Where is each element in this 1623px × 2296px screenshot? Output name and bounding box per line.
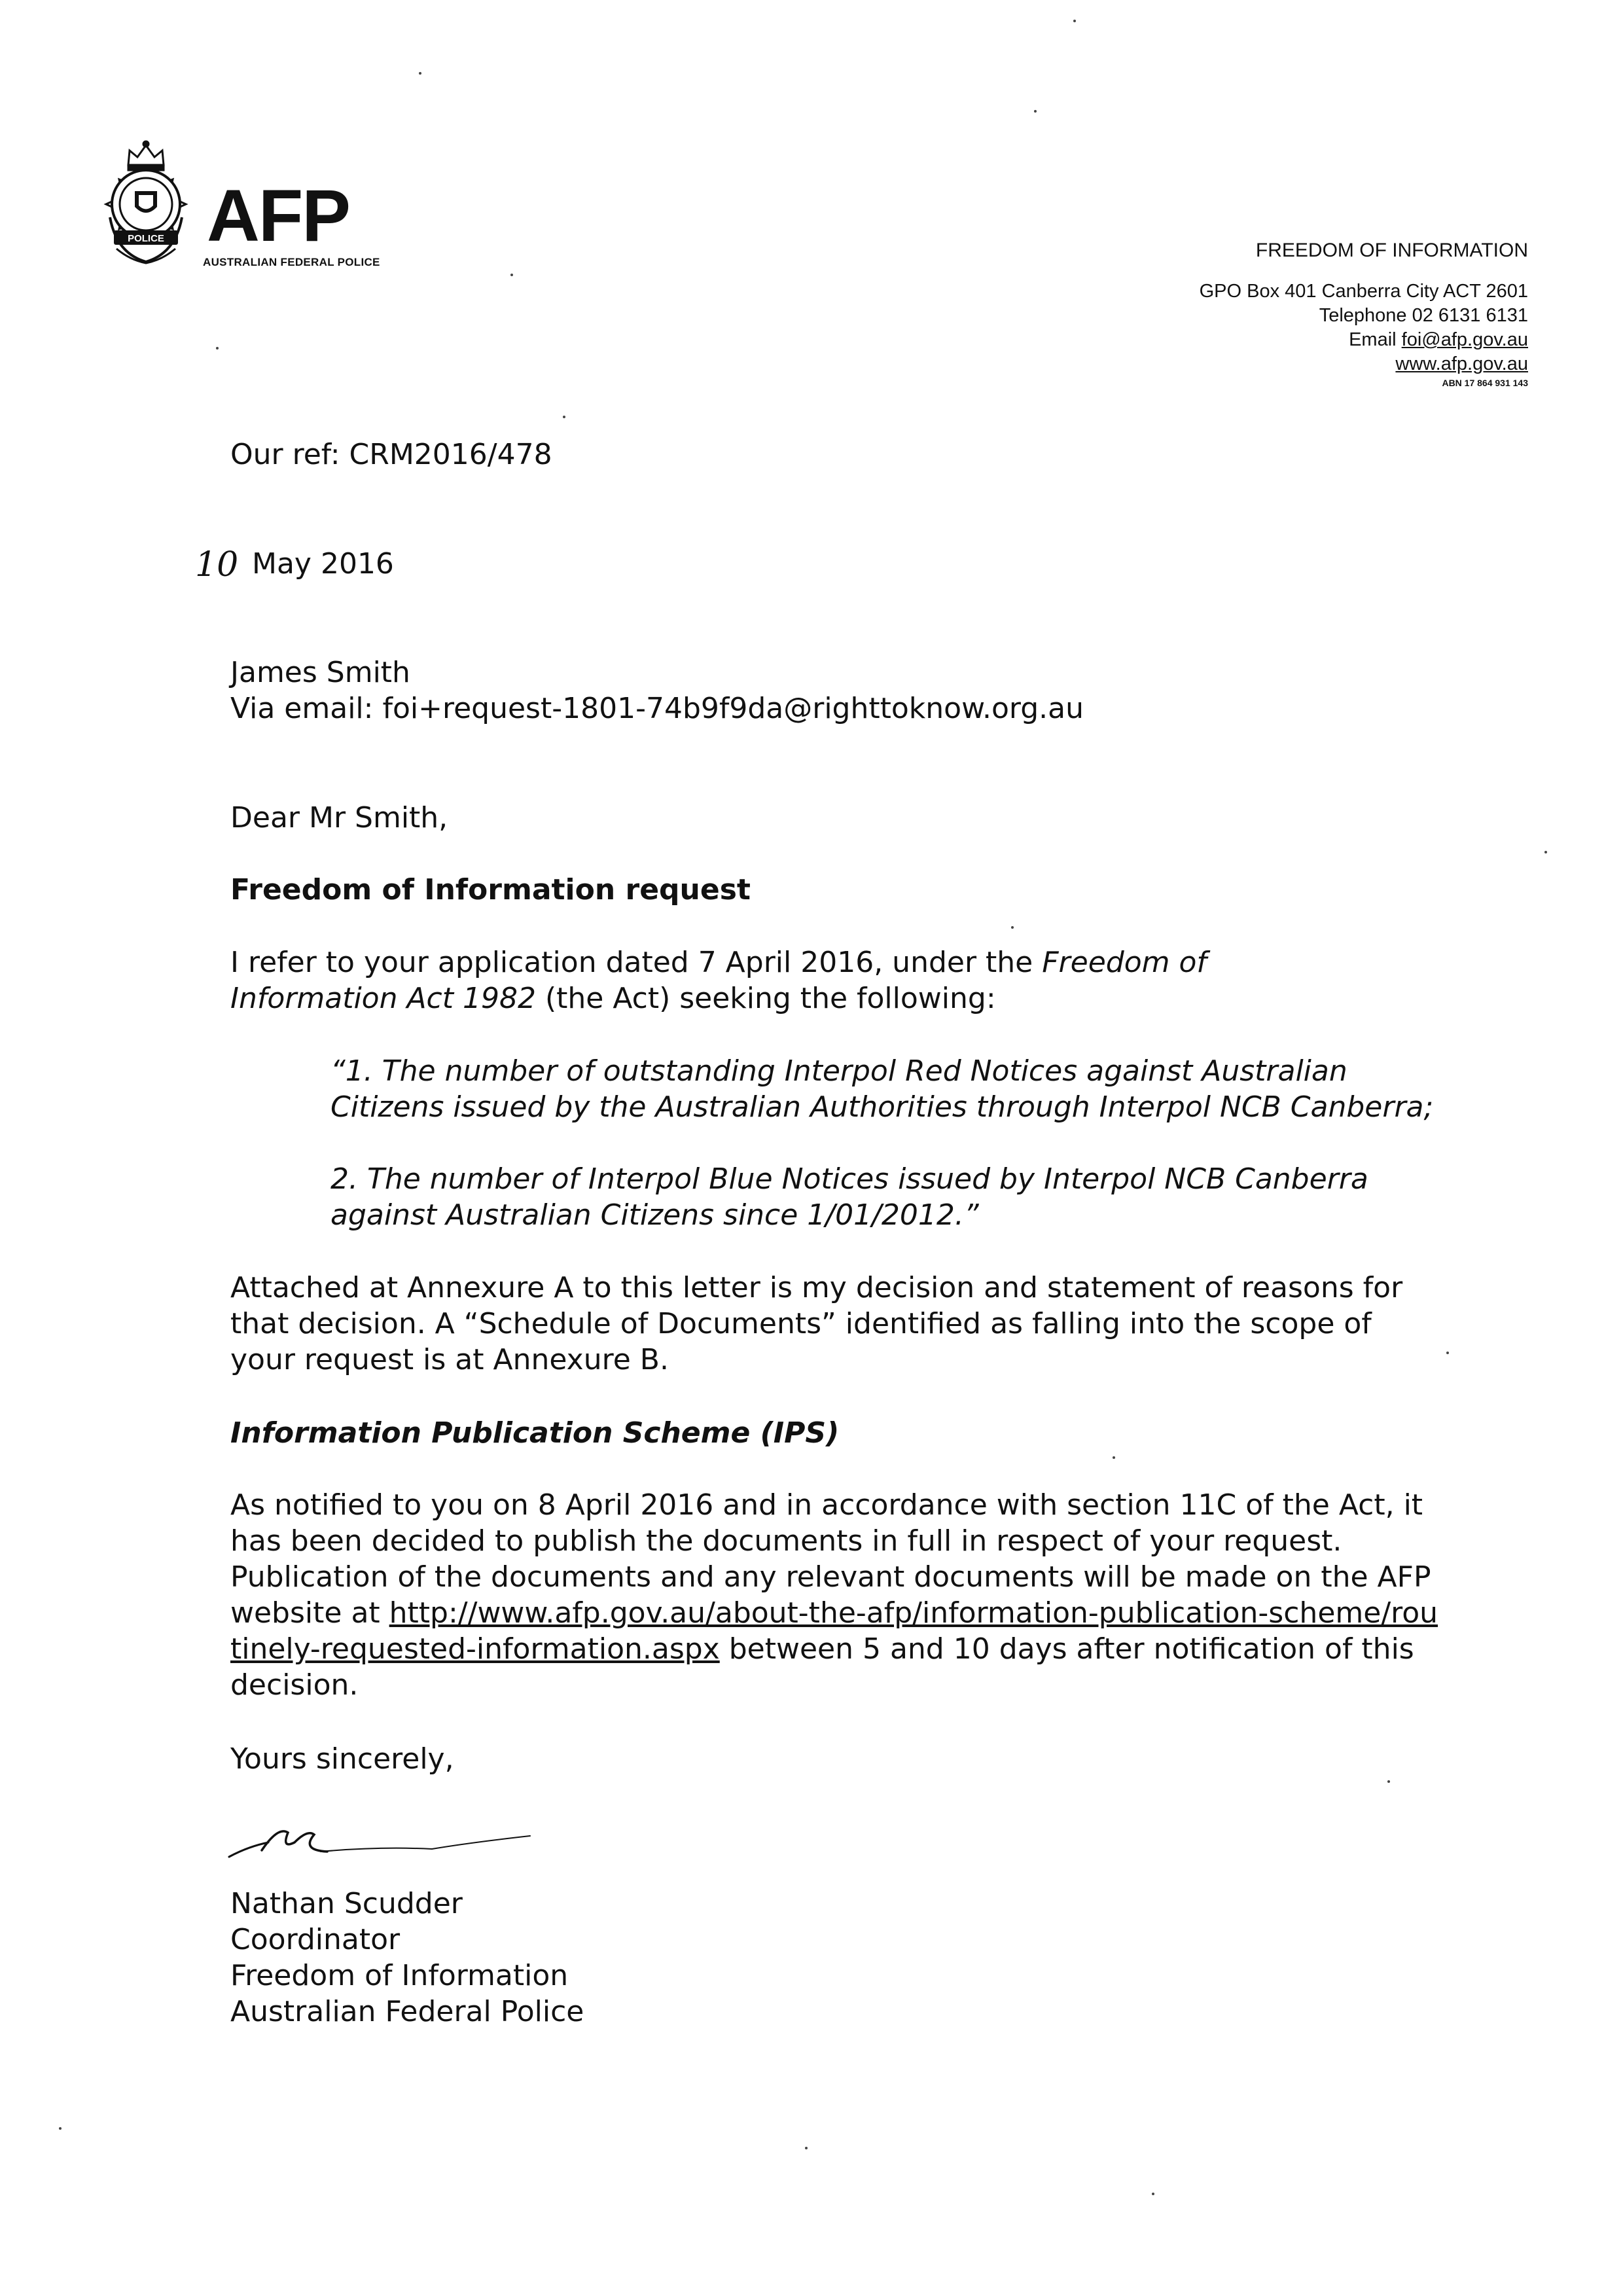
signer-title: Coordinator <box>230 1923 401 1956</box>
closing: Yours sincerely, <box>230 1742 454 1776</box>
afp-logo <box>90 139 404 276</box>
afp-logo-text: AFP <box>207 175 349 257</box>
request-quote-1: “1. The number of outstanding Interpol Red Notices against Australian Citizens issued by the Australian Authorities through Interpol NCB Canberra; <box>330 1054 1434 1124</box>
svg-text:POLICE: POLICE <box>128 233 164 244</box>
handwritten-signature <box>216 1803 543 1882</box>
scan-speck <box>1387 1780 1390 1783</box>
annexure-paragraph: Attached at Annexure A to this letter is my decision and statement of reasons for that decision. A “Schedule of Documents” identified as falling into the scope of your request is at Annexure B. <box>230 1271 1403 1376</box>
ips-text-2: between 5 and 10 days after notification of this decision. <box>230 1632 1414 1702</box>
contact-block <box>939 238 1528 389</box>
scan-speck <box>1113 1456 1115 1459</box>
afp-crest-icon <box>90 139 202 276</box>
scan-speck <box>1073 20 1076 22</box>
email-label: Email <box>1349 329 1402 350</box>
scan-speck <box>216 347 219 350</box>
postal-address: GPO Box 401 Canberra City ACT 2601 <box>1199 281 1528 302</box>
ips-heading: Information Publication Scheme (IPS) <box>230 1416 840 1450</box>
act-title: Freedom of Information Act 1982 <box>230 946 1207 1015</box>
unit-name: FREEDOM OF INFORMATION <box>1255 240 1528 261</box>
salutation: Dear Mr Smith, <box>230 801 448 834</box>
scan-speck <box>510 274 513 276</box>
scan-speck <box>1446 1352 1449 1354</box>
ips-text-1: As notified to you on 8 April 2016 and in accordance with section 11C of the Act, it has been decided to publish the documents in full in respect of your request. Publication of the documents and any relevant documents will be made on the AFP website at <box>230 1488 1431 1630</box>
request-quote-2: 2. The number of Interpol Blue Notices issued by Interpol NCB Canberra against Australian Citizens since 1/01/2012.” <box>330 1162 1368 1232</box>
ips-paragraph <box>230 1487 1448 1703</box>
website-link[interactable]: www.afp.gov.au <box>1395 353 1528 374</box>
scan-speck <box>59 2127 62 2130</box>
recipient-email: Via email: foi+request-1801-74b9f9da@righttoknow.org.au <box>230 692 1084 725</box>
scan-speck <box>1011 926 1014 929</box>
abn: ABN 17 864 931 143 <box>1442 378 1528 388</box>
signer-unit: Freedom of Information <box>230 1959 569 1992</box>
ips-link[interactable]: http://www.afp.gov.au/about-the-afp/information-publication-scheme/routinely-requested-information.aspx <box>230 1596 1438 1666</box>
subject-heading: Freedom of Information request <box>230 873 751 906</box>
email-link[interactable]: foi@afp.gov.au <box>1401 329 1528 350</box>
intro-paragraph <box>230 944 1317 1016</box>
date-day-handwritten: 10 <box>195 545 239 584</box>
intro-text-1: I refer to your application dated 7 April 2016, under the <box>230 946 1043 979</box>
intro-text-2: (the Act) seeking the following: <box>535 982 996 1015</box>
scan-speck <box>1152 2193 1154 2195</box>
scan-speck <box>805 2147 808 2149</box>
telephone: Telephone 02 6131 6131 <box>1319 305 1528 326</box>
recipient-name: James Smith <box>230 656 410 689</box>
signer-organisation: Australian Federal Police <box>230 1995 584 2028</box>
email-line <box>939 328 1528 352</box>
scan-speck <box>1544 851 1547 853</box>
afp-logo-subtitle: AUSTRALIAN FEDERAL POLICE <box>203 256 380 268</box>
scan-speck <box>1034 110 1037 113</box>
reference: Our ref: CRM2016/478 <box>230 438 552 471</box>
scan-speck <box>563 416 565 418</box>
scan-speck <box>419 72 421 75</box>
signer-name: Nathan Scudder <box>230 1887 463 1920</box>
date: May 2016 <box>252 547 394 581</box>
